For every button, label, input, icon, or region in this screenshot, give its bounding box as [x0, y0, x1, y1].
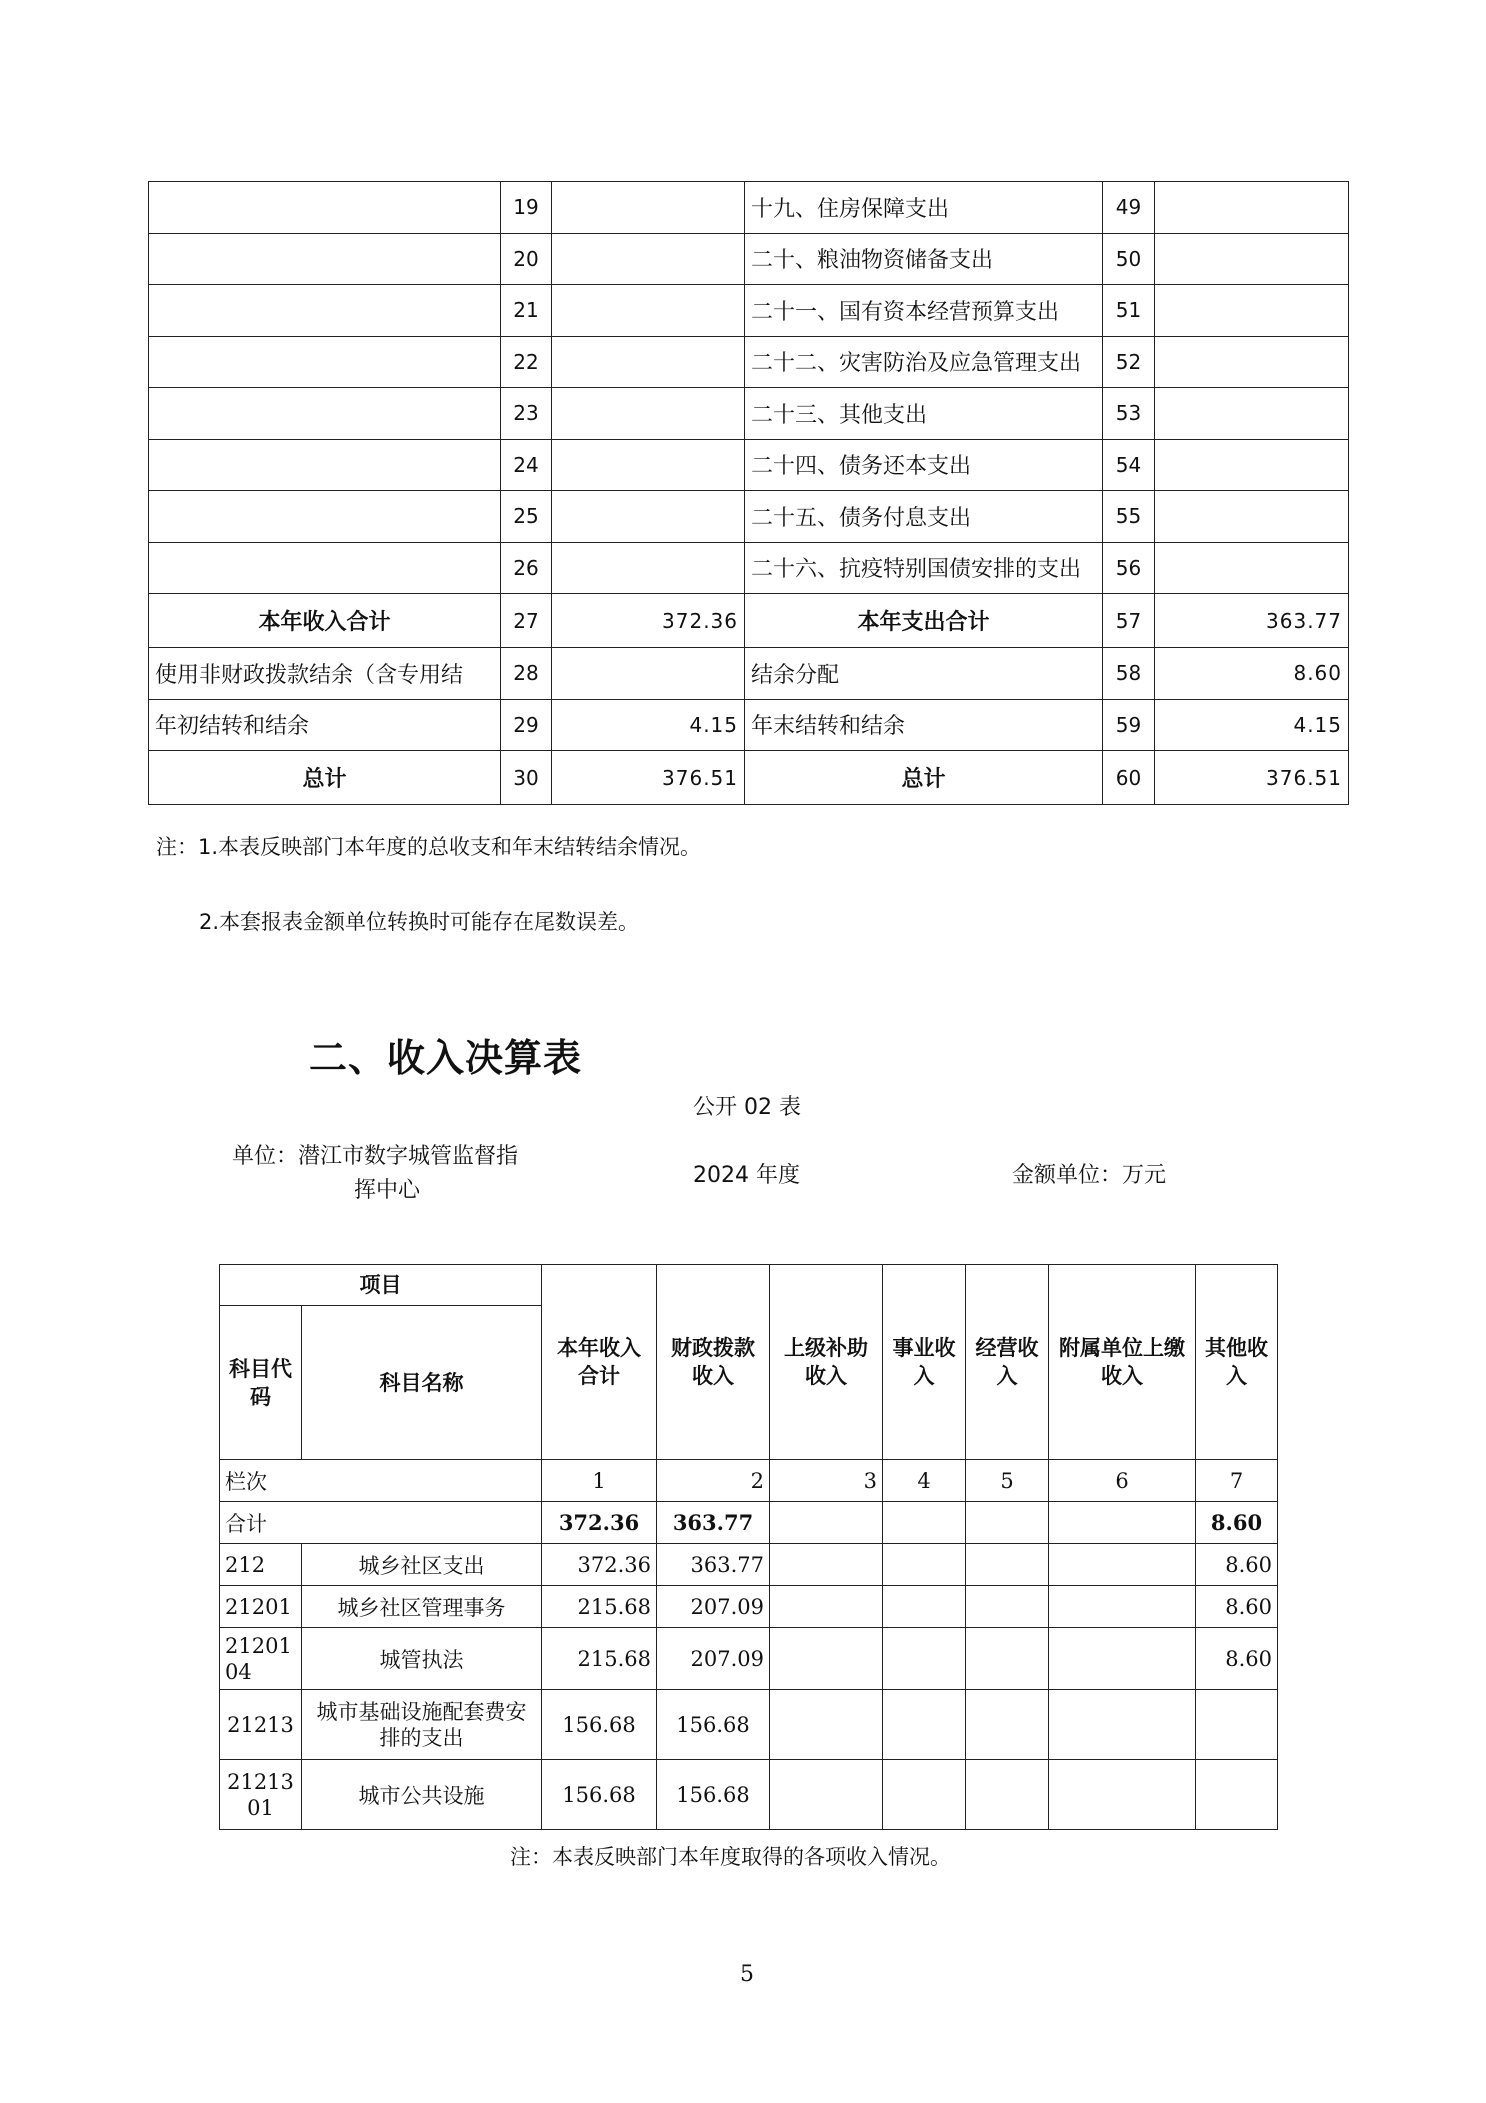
right-amount [1155, 491, 1349, 543]
business-income [883, 1690, 966, 1760]
left-row-no: 29 [501, 699, 552, 751]
right-amount: 8.60 [1155, 648, 1349, 700]
header-row [220, 1265, 1278, 1306]
affiliated-income-header: 附属单位上缴收入 [1049, 1265, 1196, 1460]
subject-code: 2121301 [220, 1760, 302, 1830]
other-income: 8.60 [1196, 1544, 1278, 1586]
expense-total-no: 57 [1103, 594, 1155, 648]
income-table-note: 注：本表反映部门本年度取得的各项收入情况。 [510, 1845, 951, 1869]
left-amount [552, 285, 745, 337]
right-label: 二十四、债务还本支出 [745, 439, 1103, 491]
business-income [883, 1544, 966, 1586]
sum-superior [770, 1502, 883, 1544]
left-label [149, 439, 501, 491]
left-row-no: 21 [501, 285, 552, 337]
left-amount [552, 439, 745, 491]
column-number-row [220, 1460, 1278, 1502]
grand-total-right-amount: 376.51 [1155, 751, 1349, 805]
grand-total-row [149, 751, 1349, 805]
subject-name: 城市基础设施配套费安排的支出 [302, 1690, 542, 1760]
superior-subsidy [770, 1628, 883, 1690]
table-row [220, 1586, 1278, 1628]
column-number: 7 [1196, 1460, 1278, 1502]
left-row-no: 25 [501, 491, 552, 543]
subject-name: 城乡社区管理事务 [302, 1586, 542, 1628]
column-number: 2 [657, 1460, 770, 1502]
table-row [220, 1628, 1278, 1690]
left-label [149, 336, 501, 388]
grand-total-right-no: 60 [1103, 751, 1155, 805]
column-number-label: 栏次 [220, 1460, 542, 1502]
unit-line-2: 挥中心 [354, 1178, 421, 1203]
right-amount [1155, 233, 1349, 285]
income-total-label: 本年收入合计 [149, 594, 501, 648]
total-income: 372.36 [542, 1544, 657, 1586]
left-label [149, 491, 501, 543]
left-amount [552, 388, 745, 440]
affiliated-income [1049, 1586, 1196, 1628]
left-row-no: 28 [501, 648, 552, 700]
left-row-no: 23 [501, 388, 552, 440]
sum-affiliated [1049, 1502, 1196, 1544]
table-row [149, 542, 1349, 594]
right-row-no: 51 [1103, 285, 1155, 337]
left-label [149, 233, 501, 285]
operating-income-header: 经营收入 [966, 1265, 1049, 1460]
column-number: 4 [883, 1460, 966, 1502]
column-number: 1 [542, 1460, 657, 1502]
total-income: 156.68 [542, 1760, 657, 1830]
affiliated-income [1049, 1760, 1196, 1830]
left-row-no: 26 [501, 542, 552, 594]
business-income [883, 1586, 966, 1628]
other-income: 8.60 [1196, 1586, 1278, 1628]
sum-label: 合计 [220, 1502, 542, 1544]
total-income-header: 本年收入合计 [542, 1265, 657, 1460]
grand-total-amount: 376.51 [552, 751, 745, 805]
left-amount: 4.15 [552, 699, 745, 751]
subject-code: 2120104 [220, 1628, 302, 1690]
right-amount [1155, 182, 1349, 234]
expense-total-amount: 363.77 [1155, 594, 1349, 648]
right-row-no: 52 [1103, 336, 1155, 388]
affiliated-income [1049, 1628, 1196, 1690]
affiliated-income [1049, 1690, 1196, 1760]
right-row-no: 54 [1103, 439, 1155, 491]
income-total-no: 27 [501, 594, 552, 648]
right-row-no: 56 [1103, 542, 1155, 594]
income-table [219, 1264, 1278, 1830]
left-amount [552, 182, 745, 234]
left-label [149, 542, 501, 594]
right-amount [1155, 285, 1349, 337]
income-total-amount: 372.36 [552, 594, 745, 648]
superior-subsidy [770, 1544, 883, 1586]
column-number: 3 [770, 1460, 883, 1502]
right-label: 十九、住房保障支出 [745, 182, 1103, 234]
right-row-no: 50 [1103, 233, 1155, 285]
right-row-no: 59 [1103, 699, 1155, 751]
fiscal-income: 363.77 [657, 1544, 770, 1586]
left-row-no: 20 [501, 233, 552, 285]
right-amount [1155, 336, 1349, 388]
superior-subsidy [770, 1690, 883, 1760]
left-label [149, 182, 501, 234]
fiscal-year: 2024 年度 [693, 1163, 800, 1188]
summary-table [148, 181, 1349, 805]
fiscal-income-header: 财政拨款收入 [657, 1265, 770, 1460]
sum-fiscal: 363.77 [657, 1502, 770, 1544]
sum-other: 8.60 [1196, 1502, 1278, 1544]
left-amount [552, 542, 745, 594]
right-row-no: 49 [1103, 182, 1155, 234]
table-row [149, 336, 1349, 388]
other-income-header: 其他收入 [1196, 1265, 1278, 1460]
table-row [149, 182, 1349, 234]
non-fiscal-surplus-label: 使用非财政拨款结余（含专用结 [149, 648, 501, 700]
right-row-no: 55 [1103, 491, 1155, 543]
left-row-no: 22 [501, 336, 552, 388]
left-row-no: 19 [501, 182, 552, 234]
fiscal-income: 156.68 [657, 1690, 770, 1760]
subject-code: 21201 [220, 1586, 302, 1628]
subject-name: 城管执法 [302, 1628, 542, 1690]
other-income [1196, 1760, 1278, 1830]
left-row-no: 24 [501, 439, 552, 491]
table-row [149, 648, 1349, 700]
sum-business [883, 1502, 966, 1544]
subject-code: 21213 [220, 1690, 302, 1760]
expense-total-label: 本年支出合计 [745, 594, 1103, 648]
left-amount [552, 233, 745, 285]
table-row [149, 388, 1349, 440]
income-total-row [149, 594, 1349, 648]
table-row [220, 1760, 1278, 1830]
name-header: 科目名称 [302, 1306, 542, 1460]
form-code: 公开 02 表 [693, 1095, 801, 1120]
operating-income [966, 1544, 1049, 1586]
business-income-header: 事业收入 [883, 1265, 966, 1460]
total-income: 215.68 [542, 1586, 657, 1628]
business-income [883, 1628, 966, 1690]
operating-income [966, 1690, 1049, 1760]
table-note-2: 2.本套报表金额单位转换时可能存在尾数误差。 [199, 910, 640, 934]
grand-total-right-label: 总计 [745, 751, 1103, 805]
table-row [149, 285, 1349, 337]
page-number: 5 [740, 1962, 754, 1987]
subject-code: 212 [220, 1544, 302, 1586]
right-label: 二十三、其他支出 [745, 388, 1103, 440]
subject-name: 城市公共设施 [302, 1760, 542, 1830]
right-amount: 4.15 [1155, 699, 1349, 751]
unit-line-1: 单位：潜江市数字城管监督指 [232, 1144, 519, 1169]
total-income: 215.68 [542, 1628, 657, 1690]
left-amount [552, 336, 745, 388]
amount-unit: 金额单位：万元 [1012, 1163, 1167, 1188]
business-income [883, 1760, 966, 1830]
column-number: 6 [1049, 1460, 1196, 1502]
table-row [149, 491, 1349, 543]
subject-name: 城乡社区支出 [302, 1544, 542, 1586]
operating-income [966, 1628, 1049, 1690]
other-income [1196, 1690, 1278, 1760]
right-amount [1155, 542, 1349, 594]
fiscal-income: 156.68 [657, 1760, 770, 1830]
right-label: 二十六、抗疫特别国债安排的支出 [745, 542, 1103, 594]
table-row [149, 699, 1349, 751]
left-label [149, 388, 501, 440]
affiliated-income [1049, 1544, 1196, 1586]
opening-balance-label: 年初结转和结余 [149, 699, 501, 751]
sum-total: 372.36 [542, 1502, 657, 1544]
table-row [220, 1544, 1278, 1586]
closing-balance-label: 年末结转和结余 [745, 699, 1103, 751]
fiscal-income: 207.09 [657, 1628, 770, 1690]
operating-income [966, 1760, 1049, 1830]
left-amount [552, 648, 745, 700]
right-label: 二十、粮油物资储备支出 [745, 233, 1103, 285]
unit-label [232, 1140, 518, 1208]
superior-subsidy-header: 上级补助收入 [770, 1265, 883, 1460]
left-label [149, 285, 501, 337]
operating-income [966, 1586, 1049, 1628]
surplus-distribution-label: 结余分配 [745, 648, 1103, 700]
table-note-1: 注：1.本表反映部门本年度的总收支和年末结转结余情况。 [156, 835, 702, 859]
table-row [149, 233, 1349, 285]
right-label: 二十五、债务付息支出 [745, 491, 1103, 543]
superior-subsidy [770, 1760, 883, 1830]
superior-subsidy [770, 1586, 883, 1628]
sum-row [220, 1502, 1278, 1544]
right-amount [1155, 388, 1349, 440]
item-header: 项目 [220, 1265, 542, 1306]
total-income: 156.68 [542, 1690, 657, 1760]
code-header: 科目代码 [220, 1306, 302, 1460]
grand-total-no: 30 [501, 751, 552, 805]
right-row-no: 53 [1103, 388, 1155, 440]
right-row-no: 58 [1103, 648, 1155, 700]
table-row [149, 439, 1349, 491]
right-label: 二十一、国有资本经营预算支出 [745, 285, 1103, 337]
fiscal-income: 207.09 [657, 1586, 770, 1628]
sum-operating [966, 1502, 1049, 1544]
column-number: 5 [966, 1460, 1049, 1502]
other-income: 8.60 [1196, 1628, 1278, 1690]
table-row [220, 1690, 1278, 1760]
left-amount [552, 491, 745, 543]
section-title: 二、收入决算表 [309, 1036, 583, 1080]
summary-table-body [149, 182, 1349, 805]
right-amount [1155, 439, 1349, 491]
grand-total-label: 总计 [149, 751, 501, 805]
right-label: 二十二、灾害防治及应急管理支出 [745, 336, 1103, 388]
